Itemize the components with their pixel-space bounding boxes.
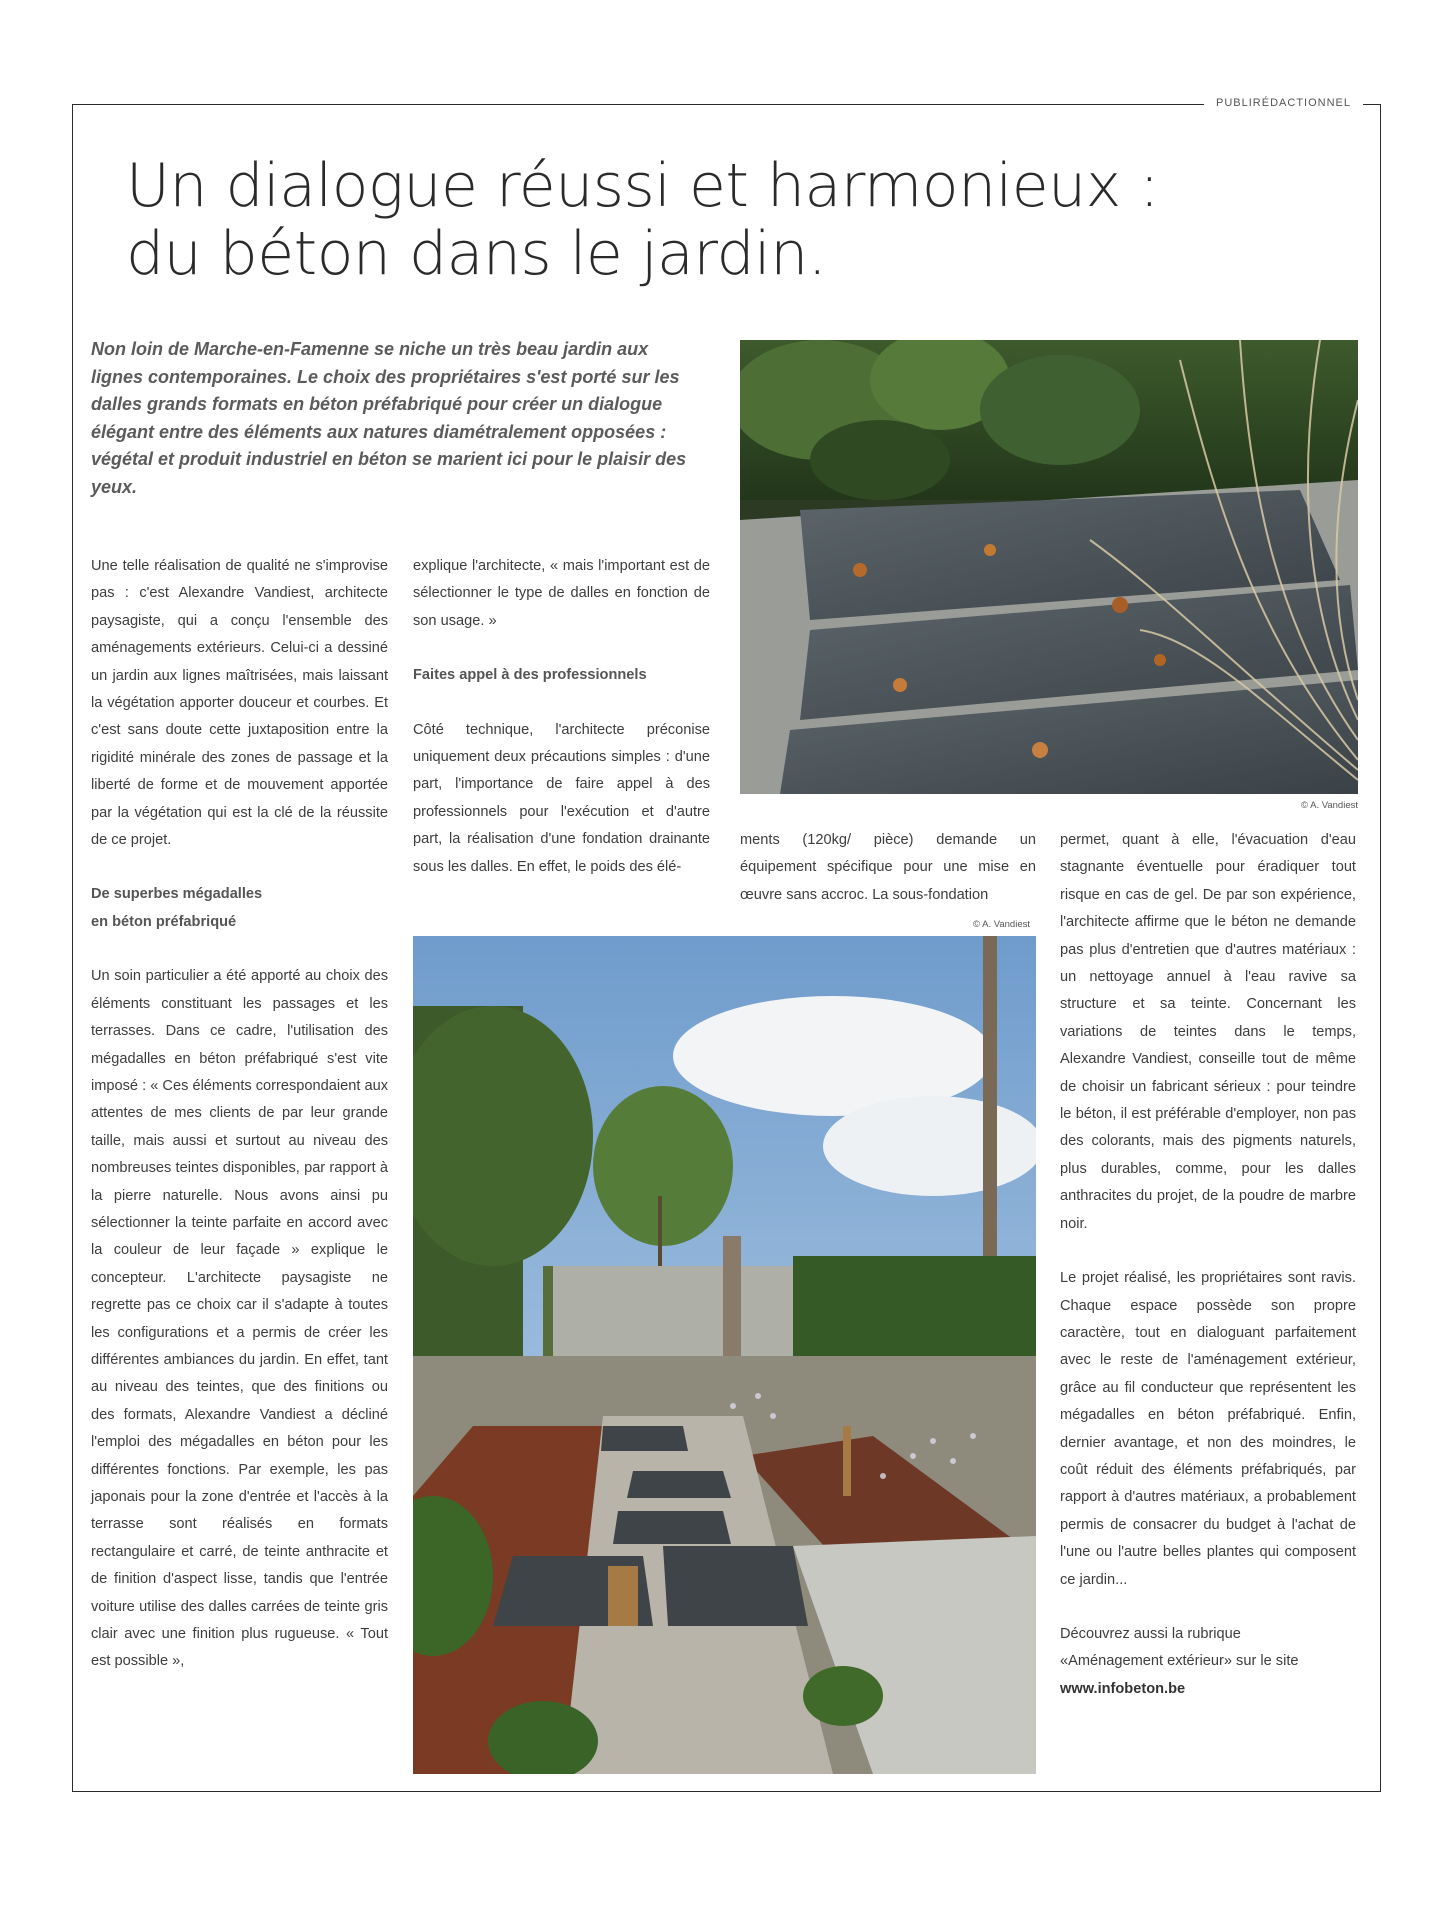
paragraph: explique l'architecte, « mais l'important est de sélectionner le type de dalles en fonction de son usage. » — [413, 558, 710, 629]
paragraph: permet, quant à elle, l'évacuation d'eau stagnante éventuelle pour éradiquer tout risque en cas de gel. De par son expérience, l'architecte affirme que le béton ne demande pas plus d'entretien que d'autres matériaux : un nettoyage annuel à l'eau ravive sa structure et sa teinte. Concernant les variations de teintes dans le temps, Alexandre Vandiest, conseille tout de même de choisir un fabricant sérieux : pour teindre le béton, il est préférable d'employer, non pas des colorants, mais des pigments naturels, plus durables, comme, pour les dalles anthracites du projet, de la poudre de marbre noir. — [1060, 832, 1356, 1232]
paragraph: Le projet réalisé, les propriétaires sont ravis. Chaque espace possède son propre caractère, tout en dialoguant parfaitement avec le reste de l'aménagement extérieur, grâce au fil conducteur que représentent les mégadalles en béton préfabriqué. Enfin, dernier avantage, et non des moindres, le coût réduit des éléments préfabriqués, par rapport à d'autres matériaux, a probablement permis de consacrer du budget à l'achat de l'une ou l'autre belles plantes qui composent ce jardin... — [1060, 1270, 1356, 1588]
article-column-4 — [1060, 827, 1356, 1703]
article-column-3 — [740, 827, 1036, 936]
section-tag: PUBLIRÉDACTIONNEL — [1204, 97, 1363, 109]
garden-perspective-photo — [413, 936, 1036, 1774]
page-title — [126, 152, 1226, 288]
garden-slabs-photo — [740, 340, 1358, 794]
subheading: De superbes mégadalles en béton préfabriqué — [91, 886, 263, 930]
paragraph: Un soin particulier a été apporté au choix des éléments constituant les passages et les terrasses. Dans ce cadre, l'utilisation des mégadalles en béton préfabriqué s'est vite imposé : « Ces éléments correspondaient aux attentes de mes clients de par leur grande taille, mais aussi et surtout au niveau des nombreuses teintes disponibles, par rapport à la pierre naturelle. Nous avons ainsi pu sélectionner la teinte parfaite en accord avec la couleur de leur façade » explique le concepteur. L'architecte paysagiste ne regrette pas ce choix car il s'adapte à toutes les configurations et a permis de créer les différentes ambiances du jardin. En effet, tant au niveau des teintes, que des finitions ou des formats, Alexandre Vandiest a décliné l'emploi des mégadalles en béton pour les différentes fonctions. Par exemple, les pas japonais pour la zone d'entrée et l'accès à la terrasse sont réalisés en formats rectangulaire et carré, de teinte anthracite et de finition d'aspect lisse, tandis que l'entrée voiture utilise des dalles carrées de teinte gris clair avec une finition plus rugueuse. « Tout est possible », — [91, 968, 388, 1670]
title-line-2: du béton dans le jardin. — [126, 219, 827, 289]
lead-paragraph: Non loin de Marche-en-Famenne se niche un très beau jardin aux lignes contemporaines. Le choix des propriétaires s'est porté sur les dalles grands formats en béton préfabriqué pour créer un dialogue élégant entre des éléments aux natures diamétralement opposées : végétal et produit industriel en béton se marient ici pour le plaisir des yeux. — [91, 339, 687, 497]
paragraph: ments (120kg/ pièce) demande un équipement spécifique pour une mise en œuvre sans accroc. La sous-fondation — [740, 832, 1036, 903]
title-line-1: Un dialogue réussi et harmonieux : — [126, 151, 1159, 221]
article-column-1 — [91, 553, 388, 1703]
photo-credit-1: © A. Vandiest — [1301, 800, 1358, 811]
article-column-2 — [413, 553, 710, 908]
paragraph: Une telle réalisation de qualité ne s'improvise pas : c'est Alexandre Vandiest, architecte paysagiste, qui a conçu l'ensemble des aménagements extérieurs. Celui-ci a dessiné un jardin aux lignes maîtrisées, mais laissant la végétation apporter douceur et courbes. Et c'est sans doute cette juxtaposition entre la rigidité minérale des zones de passage et la liberté de forme et de mouvement apportée par la végétation qui est la clé de la réussite de ce projet. — [91, 558, 388, 849]
paragraph: Côté technique, l'architecte préconise uniquement deux précautions simples : d'une part, l'importance de faire appel à des professionnels pour l'exécution et d'autre part, la réalisation d'une fondation drainante sous les dalles. En effet, le poids des élé- — [413, 721, 710, 875]
website-link[interactable]: www.infobeton.be — [1060, 1680, 1186, 1697]
photo-credit-2: © A. Vandiest — [973, 919, 1030, 930]
discover-note: Découvrez aussi la rubrique «Aménagement extérieur» sur le site www.infobeton.be — [1060, 1625, 1299, 1697]
subheading: Faites appel à des professionnels — [413, 667, 647, 684]
